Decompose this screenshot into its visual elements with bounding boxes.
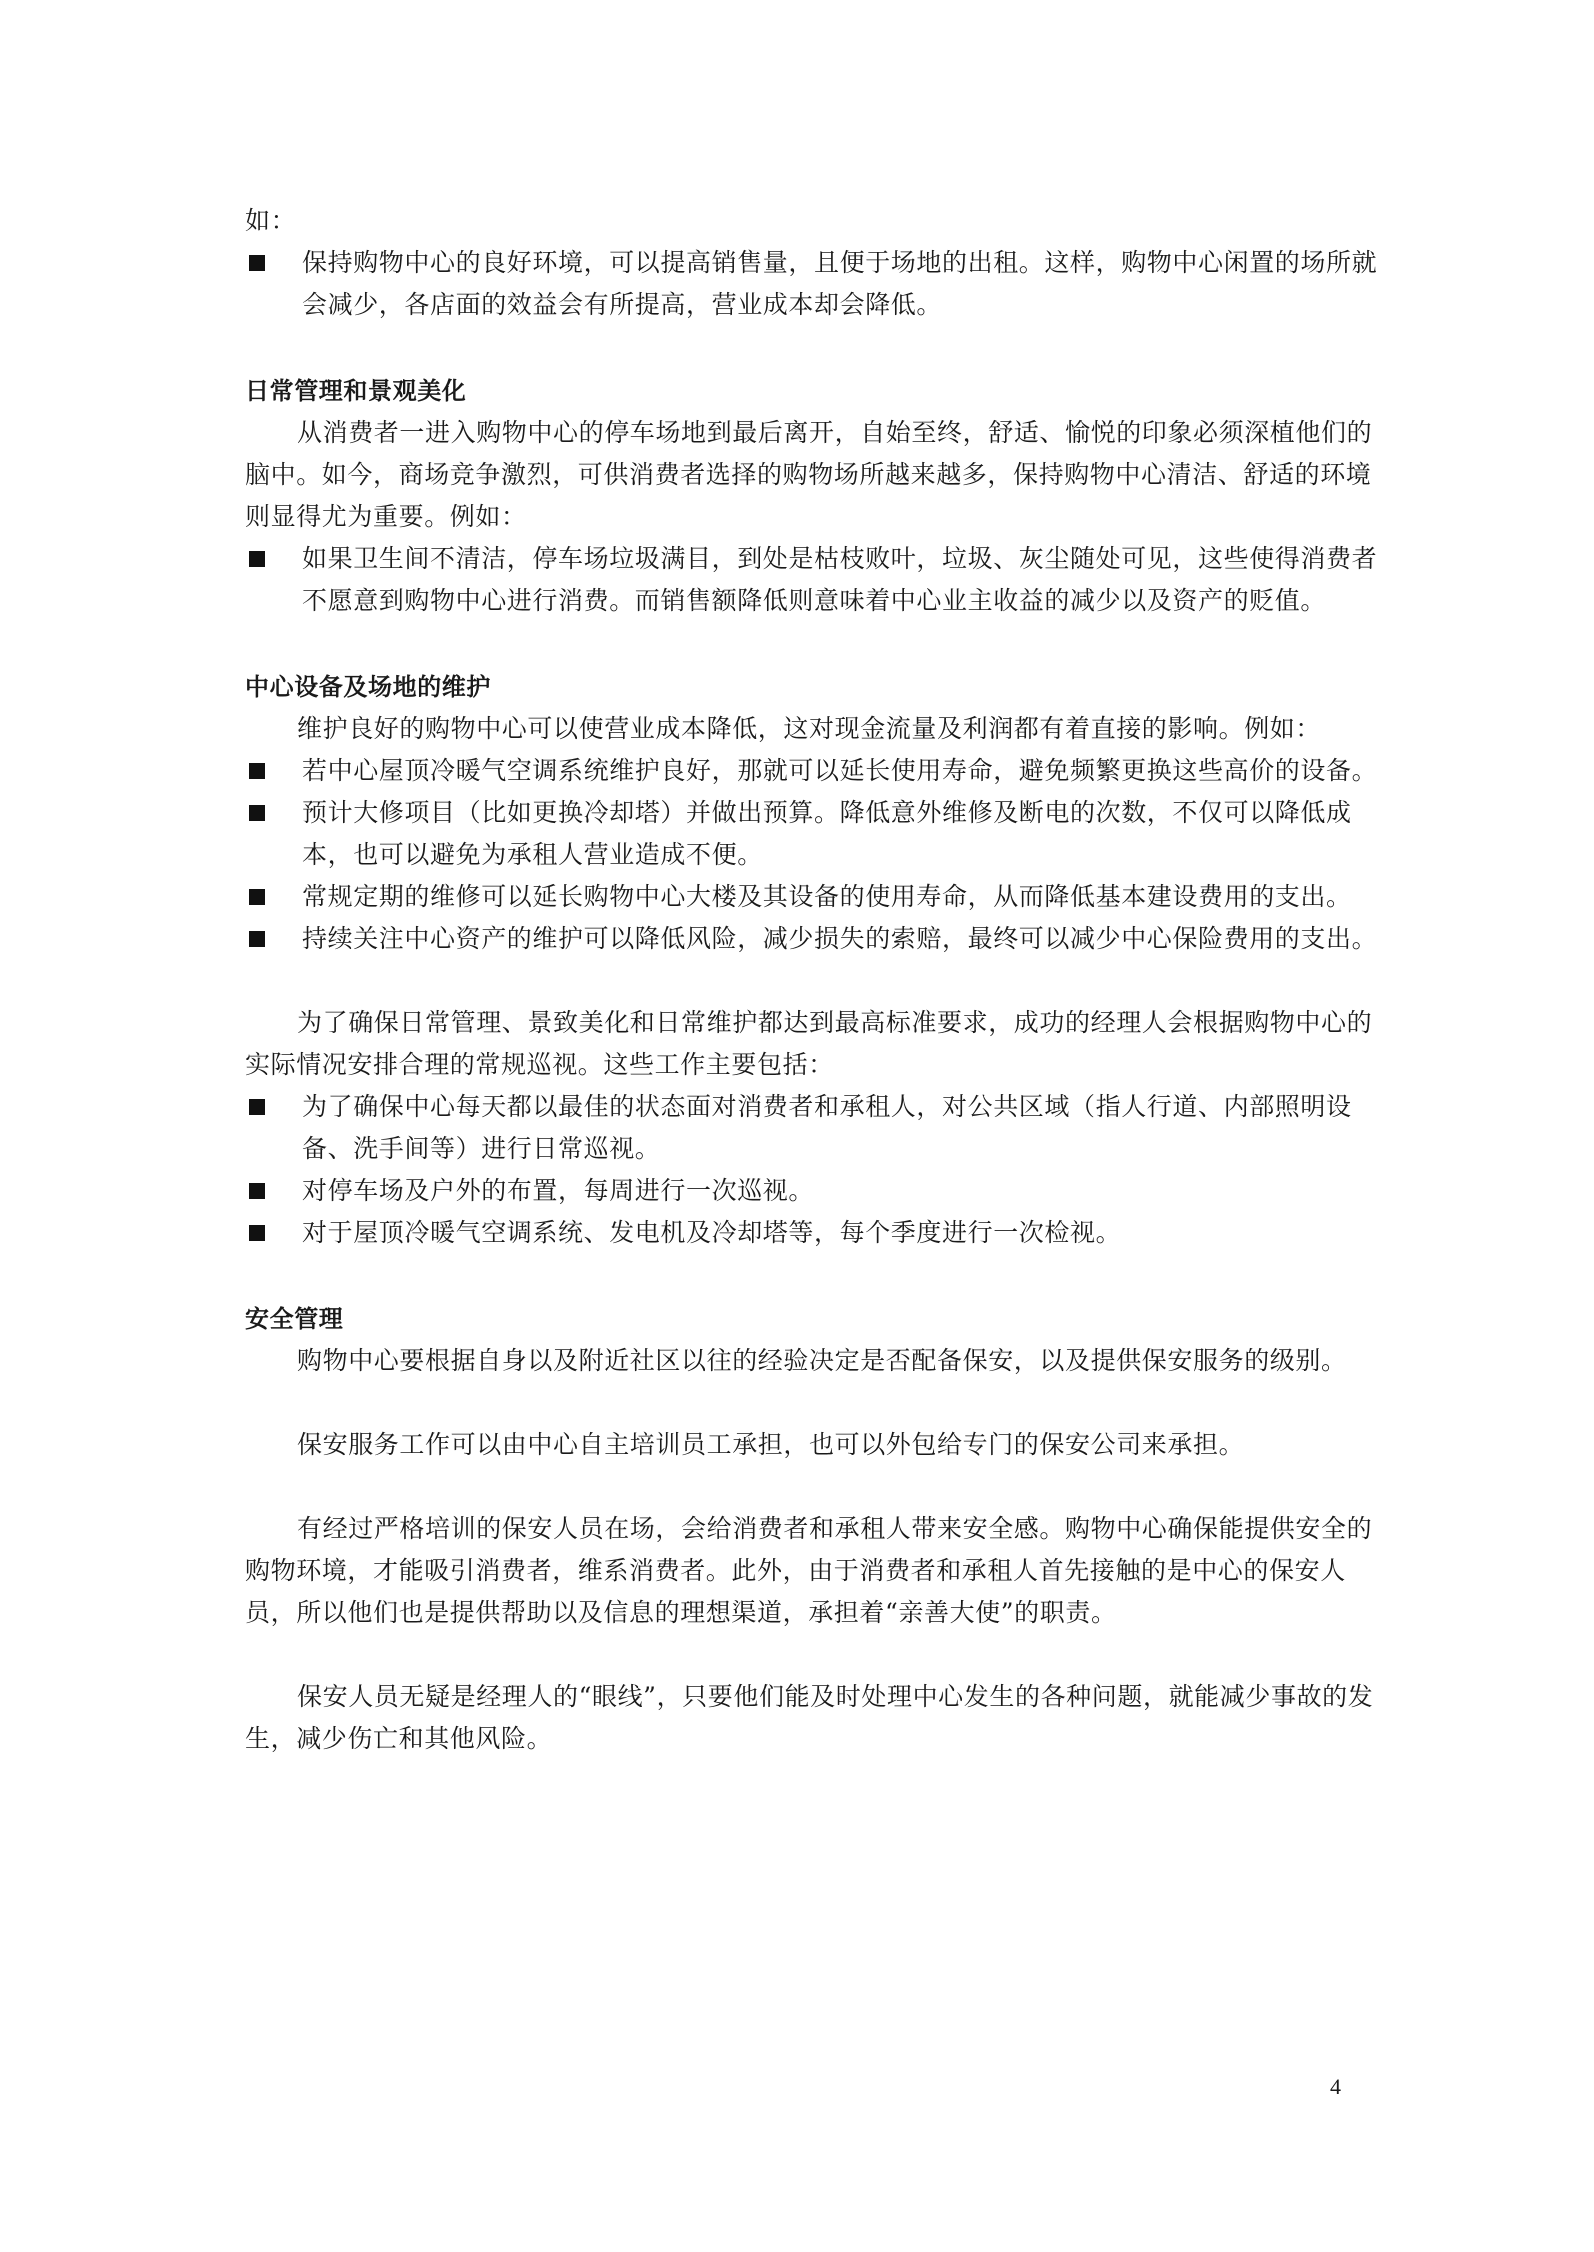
list-item bbox=[245, 1170, 1380, 1212]
bullet-square-icon bbox=[249, 1099, 265, 1115]
list-item bbox=[245, 1086, 1380, 1170]
bullet-text: 若中心屋顶冷暖气空调系统维护良好，那就可以延长使用寿命，避免频繁更换这些高价的设备。 bbox=[302, 756, 1378, 785]
bullet-square-icon bbox=[249, 551, 265, 567]
bullet-text: 持续关注中心资产的维护可以降低风险，减少损失的索赔，最终可以减少中心保险费用的支出。 bbox=[302, 924, 1378, 953]
list-item bbox=[245, 750, 1380, 792]
bullet-text: 预计大修项目（比如更换冷却塔）并做出预算。降低意外维修及断电的次数，不仅可以降低成本，也可以避免为承租人营业造成不便。 bbox=[302, 798, 1352, 869]
paragraph: 从消费者一进入购物中心的停车场地到最后离开，自始至终，舒适、愉悦的印象必须深植他们的脑中。如今，商场竞争激烈，可供消费者选择的购物场所越来越多，保持购物中心清洁、舒适的环境则显得尤为重要。例如： bbox=[245, 418, 1373, 531]
document-page bbox=[245, 200, 1380, 1760]
paragraph: 购物中心要根据自身以及附近社区以往的经验决定是否配备保安，以及提供保安服务的级别。 bbox=[297, 1346, 1347, 1375]
list-item bbox=[245, 538, 1380, 622]
bullet-square-icon bbox=[249, 931, 265, 947]
section-heading: 安全管理 bbox=[245, 1305, 344, 1333]
section-heading: 日常管理和景观美化 bbox=[245, 377, 467, 405]
bullet-text: 为了确保中心每天都以最佳的状态面对消费者和承租人，对公共区域（指人行道、内部照明设备、洗手间等）进行日常巡视。 bbox=[302, 1092, 1352, 1163]
bullet-text: 对于屋顶冷暖气空调系统、发电机及冷却塔等，每个季度进行一次检视。 bbox=[302, 1218, 1122, 1247]
bullet-square-icon bbox=[249, 1183, 265, 1199]
paragraph: 维护良好的购物中心可以使营业成本降低，这对现金流量及利润都有着直接的影响。例如： bbox=[297, 714, 1322, 743]
paragraph: 保安人员无疑是经理人的“眼线”，只要他们能及时处理中心发生的各种问题，就能减少事故的发生，减少伤亡和其他风险。 bbox=[245, 1682, 1374, 1753]
intro-text: 如： bbox=[245, 206, 297, 235]
page-number: 4 bbox=[1330, 2074, 1341, 2099]
bullet-square-icon bbox=[249, 805, 265, 821]
bullet-square-icon bbox=[249, 763, 265, 779]
list-item bbox=[245, 792, 1380, 876]
bullet-text: 常规定期的维修可以延长购物中心大楼及其设备的使用寿命，从而降低基本建设费用的支出。 bbox=[302, 882, 1352, 911]
section-heading: 中心设备及场地的维护 bbox=[245, 673, 491, 701]
list-item bbox=[245, 876, 1380, 918]
paragraph: 有经过严格培训的保安人员在场，会给消费者和承租人带来安全感。购物中心确保能提供安全的购物环境，才能吸引消费者，维系消费者。此外，由于消费者和承租人首先接触的是中心的保安人员，所以他们也是提供帮助以及信息的理想渠道，承担着“亲善大使”的职责。 bbox=[245, 1514, 1373, 1627]
list-item bbox=[245, 918, 1380, 960]
bullet-square-icon bbox=[249, 889, 265, 905]
paragraph: 为了确保日常管理、景致美化和日常维护都达到最高标准要求，成功的经理人会根据购物中心的实际情况安排合理的常规巡视。这些工作主要包括： bbox=[245, 1008, 1373, 1079]
list-item bbox=[245, 1212, 1380, 1254]
paragraph: 保安服务工作可以由中心自主培训员工承担，也可以外包给专门的保安公司来承担。 bbox=[297, 1430, 1245, 1459]
bullet-square-icon bbox=[249, 1225, 265, 1241]
bullet-square-icon bbox=[249, 255, 265, 271]
bullet-text: 对停车场及户外的布置，每周进行一次巡视。 bbox=[302, 1176, 815, 1205]
list-item bbox=[245, 242, 1380, 326]
bullet-text: 如果卫生间不清洁，停车场垃圾满目，到处是枯枝败叶，垃圾、灰尘随处可见，这些使得消费者不愿意到购物中心进行消费。而销售额降低则意味着中心业主收益的减少以及资产的贬值。 bbox=[302, 544, 1378, 615]
bullet-text: 保持购物中心的良好环境，可以提高销售量，且便于场地的出租。这样，购物中心闲置的场所就会减少，各店面的效益会有所提高，营业成本却会降低。 bbox=[302, 248, 1378, 319]
